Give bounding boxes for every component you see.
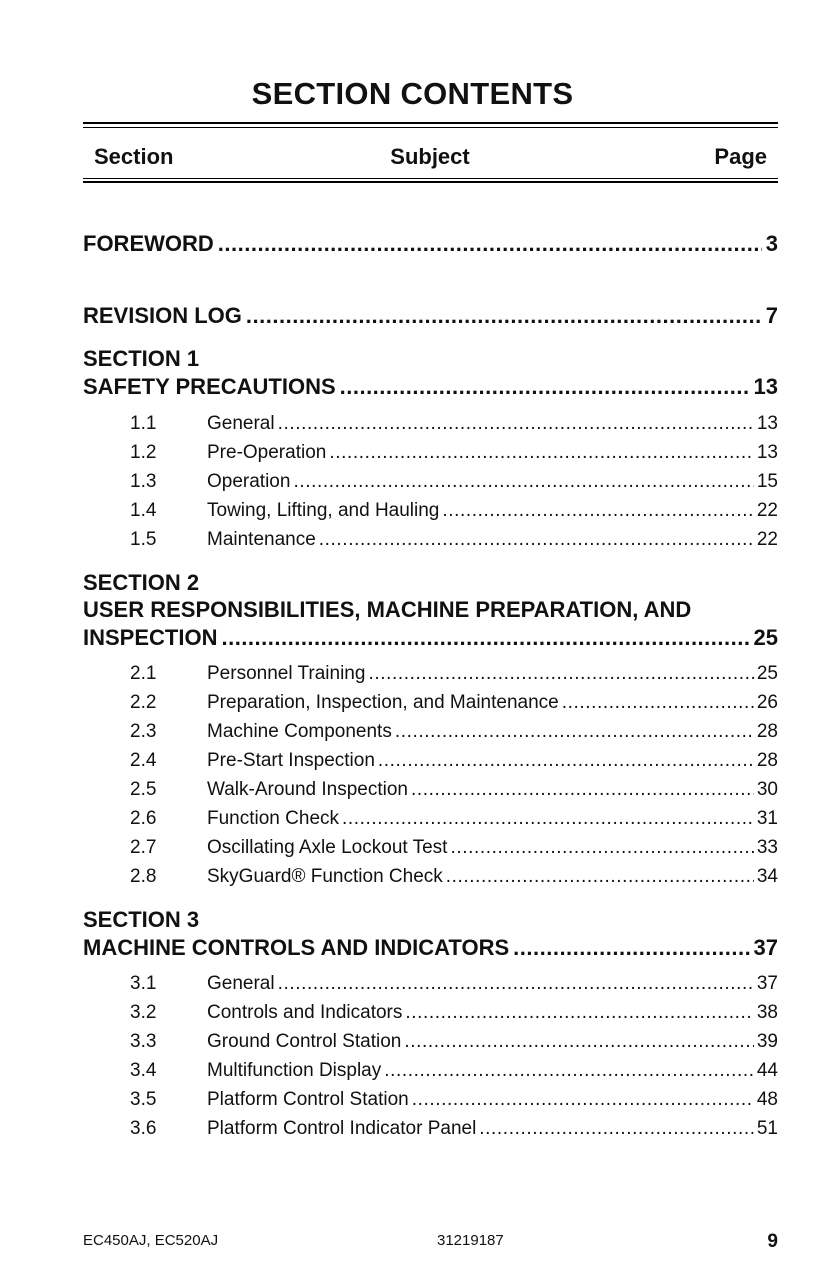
toc-subentry-page: 25 [756,663,778,684]
toc-subentry[interactable] [130,1030,778,1054]
dot-leader [405,1001,753,1025]
toc-subentry-label: Function Check [207,808,340,829]
header-bottom-rule [83,181,778,183]
toc-subentry-label: General [207,413,275,434]
dot-leader [384,1059,754,1083]
toc-subentry-number: 2.1 [130,663,157,684]
toc-subentry-number: 1.4 [130,500,157,521]
toc-subentry-number: 3.1 [130,973,157,994]
toc-subentry[interactable] [130,470,778,494]
toc-subentry[interactable] [130,836,778,860]
toc-subentry-page: 33 [756,837,778,858]
toc-entry-page: 3 [765,231,778,256]
toc-subentry-label: Maintenance [207,529,316,550]
toc-subentry-number: 2.5 [130,779,157,800]
section-2-title-line1: USER RESPONSIBILITIES, MACHINE PREPARATION, AND [83,597,692,622]
toc-subentry-page: 26 [756,692,778,713]
toc-subentry-label: Operation [207,471,291,492]
toc-subentry-label: Controls and Indicators [207,1002,403,1023]
toc-subentry-label: Oscillating Axle Lockout Test [207,837,448,858]
toc-subentry-page: 30 [756,779,778,800]
dot-leader [293,470,753,494]
toc-subentry-page: 39 [756,1031,778,1052]
dot-leader [246,302,762,330]
toc-entry-section-2[interactable] [83,624,778,652]
dot-leader [340,373,750,401]
dot-leader [278,412,754,436]
toc-subentry[interactable] [130,412,778,436]
toc-subentry-number: 2.7 [130,837,157,858]
dot-leader [411,778,754,802]
footer-page-number: 9 [767,1231,778,1252]
toc-entry-page: 7 [765,303,778,328]
toc-subentry[interactable] [130,778,778,802]
dot-leader [395,720,754,744]
toc-entry-foreword[interactable] [83,230,778,258]
toc-entry-label: MACHINE CONTROLS AND INDICATORS [83,935,510,960]
dot-leader [319,528,754,552]
toc-subentry-number: 1.5 [130,529,157,550]
dot-leader [412,1088,754,1112]
toc-subentry-page: 34 [756,866,778,887]
toc-entry-page: 37 [753,935,778,960]
toc-subentry-page: 22 [756,500,778,521]
toc-subentry-number: 2.4 [130,750,157,771]
dot-leader [278,972,754,996]
toc-subentry-page: 37 [756,973,778,994]
toc-subentry-number: 3.6 [130,1118,157,1139]
toc-subentry-number: 2.6 [130,808,157,829]
toc-subentry-page: 48 [756,1089,778,1110]
toc-entry-label: SAFETY PRECAUTIONS [83,374,336,399]
dot-leader [218,230,762,258]
toc-subentry[interactable] [130,441,778,465]
toc-subentry-label: Platform Control Indicator Panel [207,1118,477,1139]
toc-subentry-page: 13 [756,413,778,434]
toc-subentry[interactable] [130,1088,778,1112]
toc-subentry-label: Machine Components [207,721,392,742]
toc-subentry-number: 2.2 [130,692,157,713]
toc-subentry[interactable] [130,749,778,773]
column-header-subject: Subject [390,144,470,169]
toc-subentry-label: Towing, Lifting, and Hauling [207,500,440,521]
dot-leader [404,1030,754,1054]
toc-subentry-page: 28 [756,721,778,742]
dot-leader [442,499,753,523]
dot-leader [513,934,749,962]
toc-entry-label: FOREWORD [83,231,214,256]
toc-subentry-label: SkyGuard® Function Check [207,866,443,887]
toc-subentry-label: Multifunction Display [207,1060,382,1081]
toc-subentry-label: General [207,973,275,994]
section-2-heading: SECTION 2 [83,570,200,595]
toc-subentry-label: Platform Control Station [207,1089,409,1110]
header-top-rule-inner [83,127,778,128]
toc-entry-revision-log[interactable] [83,302,778,330]
toc-subentry-page: 51 [756,1118,778,1139]
toc-subentry-number: 3.4 [130,1060,157,1081]
toc-entry-label: INSPECTION [83,625,218,650]
toc-subentry-number: 1.1 [130,413,157,434]
toc-subentry-page: 38 [756,1002,778,1023]
toc-entry-page: 25 [753,625,778,650]
toc-subentry-page: 22 [756,529,778,550]
toc-subentry-label: Preparation, Inspection, and Maintenance [207,692,559,713]
toc-subentry-label: Ground Control Station [207,1031,402,1052]
footer-models: EC450AJ, EC520AJ [83,1232,219,1249]
dot-leader [450,836,753,860]
dot-leader [368,662,753,686]
toc-subentry[interactable] [130,662,778,686]
toc-subentry-number: 3.5 [130,1089,157,1110]
toc-subentry-label: Personnel Training [207,663,366,684]
toc-subentry[interactable] [130,528,778,552]
toc-subentry[interactable] [130,1001,778,1025]
header-bottom-rule-inner [83,178,778,179]
footer-doc-number: 31219187 [437,1232,504,1249]
dot-leader [329,441,754,465]
toc-entry-section-1[interactable] [83,373,778,401]
toc-subentry-number: 2.8 [130,866,157,887]
toc-subentry-number: 1.2 [130,442,157,463]
toc-subentry-page: 31 [756,808,778,829]
toc-subentry[interactable] [130,720,778,744]
toc-subentry-page: 13 [756,442,778,463]
toc-entry-label: REVISION LOG [83,303,242,328]
dot-leader [479,1117,754,1141]
toc-subentry[interactable] [130,1059,778,1083]
toc-subentry-page: 15 [756,471,778,492]
header-top-rule [83,122,778,124]
dot-leader [562,691,754,715]
toc-subentry-number: 2.3 [130,721,157,742]
toc-subentry-number: 3.2 [130,1002,157,1023]
toc-entry-page: 13 [753,374,778,399]
toc-subentry-page: 28 [756,750,778,771]
toc-subentry-page: 44 [756,1060,778,1081]
toc-subentry-label: Pre-Operation [207,442,327,463]
toc-entry-section-3[interactable] [83,934,778,962]
toc-subentry[interactable] [130,1117,778,1141]
toc-subentry[interactable] [130,972,778,996]
toc-subentry[interactable] [130,807,778,831]
section-1-heading: SECTION 1 [83,346,200,371]
toc-subentry-label: Walk-Around Inspection [207,779,409,800]
toc-subentry[interactable] [130,499,778,523]
toc-subentry-label: Pre-Start Inspection [207,750,375,771]
section-3-heading: SECTION 3 [83,907,200,932]
toc-subentry-number: 3.3 [130,1031,157,1052]
column-header-page: Page [714,144,767,169]
dot-leader [378,749,754,773]
dot-leader [446,865,754,889]
column-header-section: Section [94,144,174,169]
dot-leader [221,624,749,652]
toc-subentry[interactable] [130,691,778,715]
page-title: SECTION CONTENTS [251,76,574,111]
dot-leader [342,807,754,831]
toc-subentry[interactable] [130,865,778,889]
toc-subentry-number: 1.3 [130,471,157,492]
